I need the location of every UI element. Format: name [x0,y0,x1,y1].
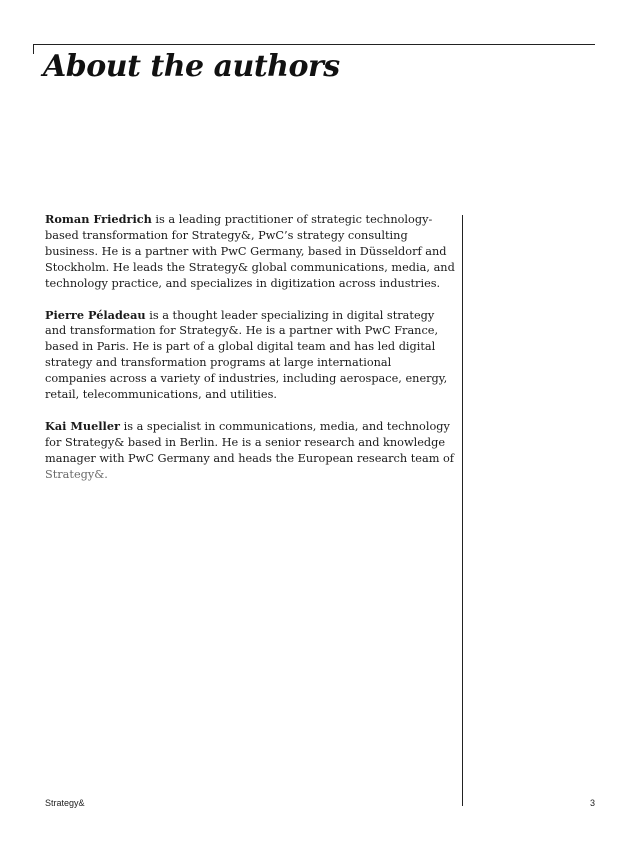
column-divider [462,215,463,806]
author-description: is a thought leader specializing in digital strategy and transformation for Strategy&. He is a partner with PwC France, based in Paris. He is part of a global digital team and has led digital strategy and transformation programs at large international companies across a variety of industries, including aerospace, energy, retail, telecommunications, and utilities. [45,308,448,402]
author-name: Roman Friedrich [45,212,152,226]
header-rule [33,44,595,45]
author-bio-roman-friedrich [45,212,455,292]
author-description: is a specialist in communications, media, and technology for Strategy& based in Berlin. He is a senior research and knowledge manager with PwC Germany and heads the European research team of [45,419,454,465]
author-bio-pierre-peladeau [45,308,455,403]
author-description-tail: Strategy&. [45,467,108,481]
footer-brand: Strategy& [45,798,85,808]
author-name: Kai Mueller [45,418,120,433]
author-description: is a leading practitioner of strategic technology-based transformation for Strategy&, PwC’s strategy consulting business. He is a partner with PwC Germany, based in Düsseldorf and Stockholm. He leads the Strategy& global communications, media, and technology practice, and specializes in digitization across industries. [45,213,455,290]
header-rule-tick [33,44,34,54]
author-name: Pierre Péladeau [45,307,146,322]
page-number: 3 [589,798,595,808]
page-title: About the authors [43,49,340,84]
author-bio-kai-mueller [45,419,455,483]
author-bios [45,212,455,499]
